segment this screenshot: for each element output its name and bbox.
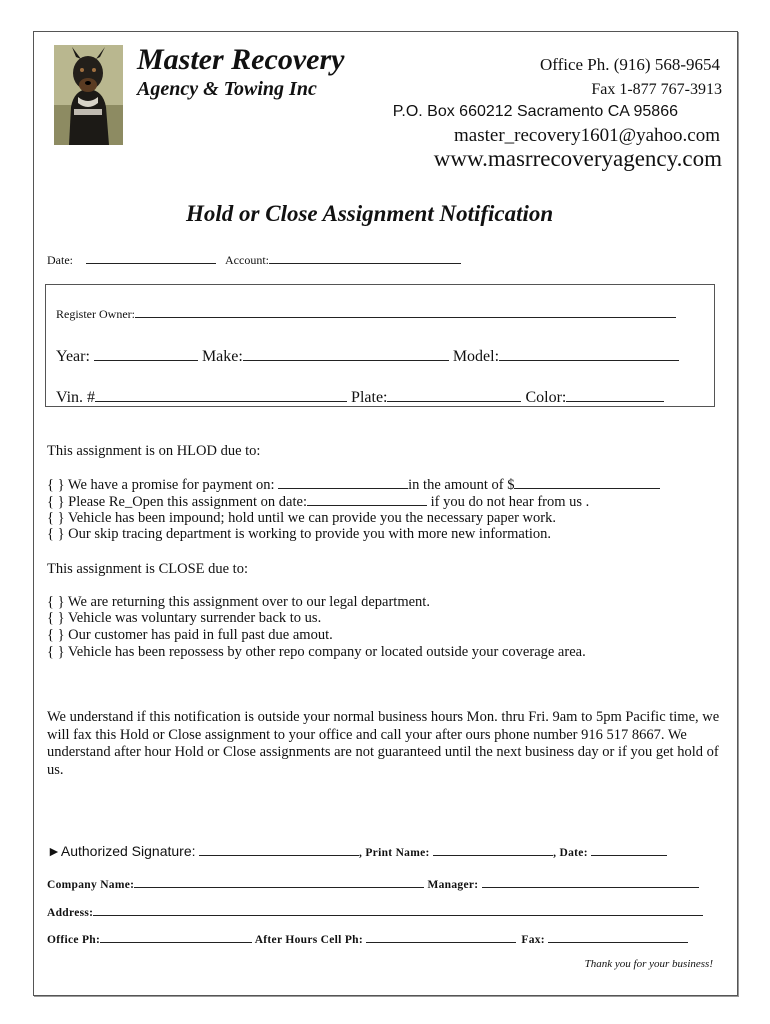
hold-item-promise: { } We have a promise for payment on: in the amount of $ [47, 476, 660, 494]
print-name-field[interactable] [433, 843, 553, 856]
office-ph-field[interactable] [100, 931, 252, 943]
checkbox[interactable]: { } [47, 594, 65, 610]
business-hours-notice: We understand if this notification is outside your normal business hours Mon. thru Fri. 9am to 5pm Pacific time, we will fax this Hold or Close assignment to your office and call your after ours phone number 916 517 8667. We understand after hour Hold or Close assignments are not guaranteed until the next business day or if you get hold of us. [47, 709, 720, 778]
checkbox[interactable]: { } [47, 510, 65, 526]
checkbox[interactable]: { } [47, 526, 65, 542]
close-item-voluntary: { } Vehicle was voluntary surrender back to us. [47, 610, 322, 626]
company-name-field[interactable] [134, 876, 424, 888]
office-ph-label: Office Ph: [47, 934, 101, 946]
after-hours-label: After Hours Cell Ph: [254, 934, 363, 946]
year-make-model-row [56, 346, 679, 366]
account-label: Account: [225, 253, 269, 267]
date-label: Date: [47, 253, 73, 267]
hold-heading: This assignment is on HLOD due to: [47, 443, 261, 459]
owner-row [56, 306, 676, 322]
promise-amount-field[interactable] [514, 476, 660, 489]
phone-fax-row [47, 931, 688, 946]
color-field[interactable] [566, 387, 664, 402]
account-field[interactable] [269, 252, 461, 264]
signature-row [47, 843, 667, 861]
checkbox[interactable]: { } [47, 610, 65, 626]
address-row [47, 904, 703, 919]
hold-item-skip-tracing: { } Our skip tracing department is working to provide you with more new information. [47, 526, 552, 542]
vin-label: Vin. # [56, 389, 96, 406]
register-owner-label: Register Owner: [56, 307, 135, 321]
address-label: Address: [47, 907, 94, 919]
year-label: Year: [56, 348, 90, 365]
hold-item-reopen: { } Please Re_Open this assignment on date: if you do not hear from us . [47, 494, 590, 510]
vin-field[interactable] [95, 387, 347, 402]
signature-date-field[interactable] [591, 843, 667, 856]
vin-plate-color-row [56, 387, 664, 407]
company-name-label: Company Name: [47, 879, 135, 891]
checkbox[interactable]: { } [47, 477, 65, 493]
close-item-legal: { } We are returning this assignment over to our legal department. [47, 594, 430, 610]
authorized-signature-field[interactable] [199, 843, 359, 856]
address-field[interactable] [93, 904, 703, 916]
date-field[interactable] [86, 252, 216, 264]
model-field[interactable] [499, 346, 679, 361]
checkbox[interactable]: { } [47, 494, 65, 510]
fax-number: Fax 1-877 767-3913 [591, 81, 722, 98]
website-url: www.masrrecoveryagency.com [433, 146, 722, 171]
hold-item-impound: { } Vehicle has been impound; hold until we can provide you the necessary paper work. [47, 510, 556, 526]
fax-label: Fax: [521, 934, 545, 946]
document-title: Hold or Close Assignment Notification [186, 201, 554, 226]
authorized-signature-label: Authorized Signature: [60, 843, 196, 859]
year-field[interactable] [94, 346, 198, 361]
make-label: Make: [201, 348, 243, 365]
date-account-row [47, 252, 461, 268]
company-manager-row [47, 876, 699, 891]
logo-dog-image [54, 45, 123, 145]
checkbox[interactable]: { } [47, 644, 65, 660]
close-item-paid: { } Our customer has paid in full past due amout. [47, 627, 333, 643]
after-hours-field[interactable] [366, 931, 516, 943]
reopen-date-field[interactable] [307, 493, 427, 506]
office-phone: Office Ph. (916) 568-9654 [539, 55, 720, 74]
signature-date-label: , Date: [553, 847, 588, 859]
promise-date-field[interactable] [278, 476, 408, 489]
close-item-repossessed: { } Vehicle has been repossess by other repo company or located outside your coverage area. [47, 644, 586, 660]
company-subtitle: Agency & Towing Inc [137, 78, 317, 100]
plate-field[interactable] [387, 387, 521, 402]
model-label: Model: [452, 348, 500, 365]
close-heading: This assignment is CLOSE due to: [47, 561, 248, 577]
company-name: Master Recovery [137, 43, 345, 76]
arrow-icon: ► [47, 843, 61, 859]
make-field[interactable] [243, 346, 449, 361]
fax-field[interactable] [548, 931, 688, 943]
po-box-address: P.O. Box 660212 Sacramento CA 95866 [392, 103, 678, 120]
plate-label: Plate: [351, 389, 388, 406]
color-label: Color: [525, 389, 567, 406]
manager-field[interactable] [482, 876, 699, 888]
checkbox[interactable]: { } [47, 627, 65, 643]
email-address: master_recovery1601@yahoo.com [454, 125, 720, 146]
print-name-label: , Print Name: [359, 847, 430, 859]
thank-you-note: Thank you for your business! [584, 958, 713, 970]
register-owner-field[interactable] [135, 306, 676, 318]
manager-label: Manager: [427, 879, 479, 891]
